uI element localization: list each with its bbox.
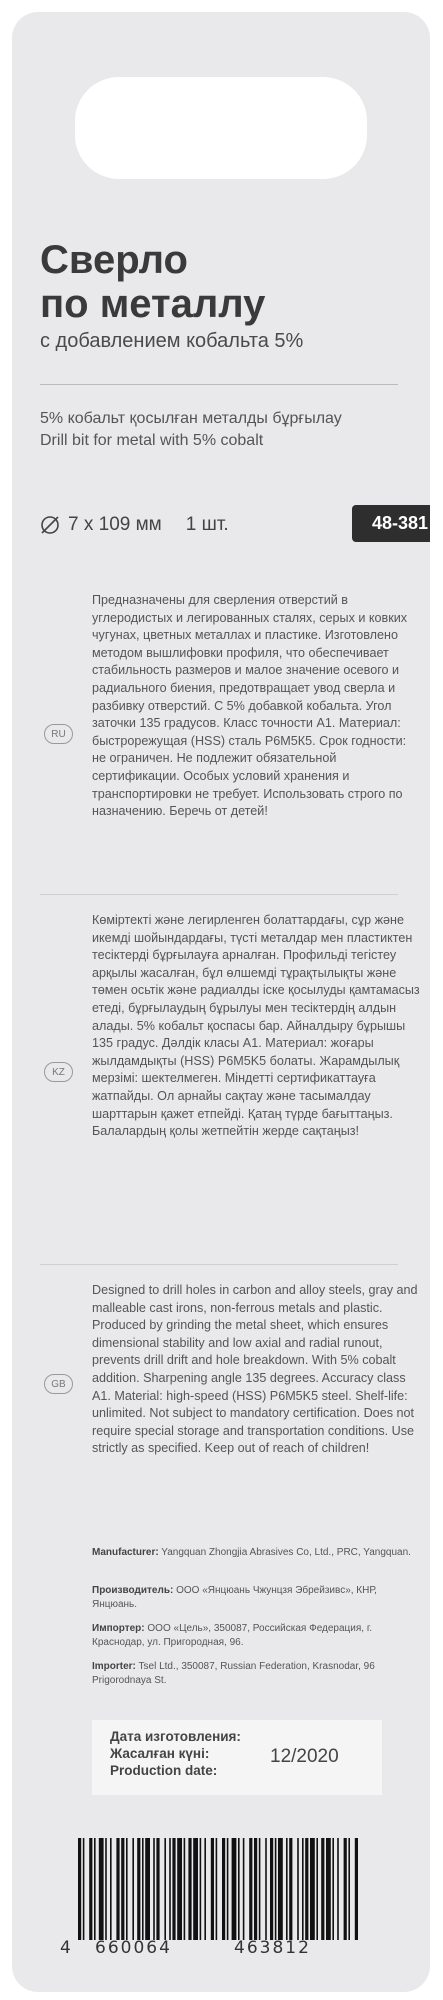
importer-ru: Импортер: ООО «Цель», 350087, Российская Федерация, г. Краснодар, ул. Пригородная, 96. bbox=[92, 1623, 373, 1648]
barcode-bar bbox=[78, 1838, 81, 1940]
description-kz: Көміртекті және легирленген болаттардағы, сұр және икемді шойындардағы, түсті металдар мен пластиктен тесіктерді бұрғылауға арналған. Профильді тегістеу арқылы жасалған, бұл өлшемді тұрақтылықты және төмен осьтік және радиалды іске қосылуды қамтамасыз етеді, бұрғылаудың бұрылуы мен тесіктердің алдын алады. 5% кобальт қоспасы бар. Айналдыру бұрышы 135 градус. Дәлдік класы A1. Материал: жоғары жылдамдықты (HSS) P6M5K5 болаты. Жарамдылық мерзімі: шектелмеген. Міндетті сертификаттауға жатпайды. Ол арнайы сақтау және тасымалдау шарттарын қажет етпейді. Қатаң түрде бағыттаңыз. Балалардың қолы жетпейтін жерде сақтаңыз! bbox=[92, 913, 420, 1139]
importer-en: Importer: Tsel Ltd., 350087, Russian Federation, Krasnodar, 96 Prigorodnaya St. bbox=[92, 1661, 375, 1686]
barcode-bar bbox=[259, 1838, 261, 1940]
barcode-bar bbox=[326, 1838, 331, 1940]
title-line-1: Сверло bbox=[40, 238, 188, 282]
barcode-bar bbox=[137, 1838, 140, 1940]
barcode-bar bbox=[121, 1838, 124, 1940]
barcode-bar bbox=[249, 1838, 252, 1940]
production-date-value: 12/2020 bbox=[270, 1746, 339, 1767]
translated-subtitles bbox=[40, 408, 342, 452]
description-ru: Предназначены для сверления отверстий в углеродистых и легированных сталях, серых и ковких чугунах, цветных металлах и пластике. Изготовлено методом вышлифовки профиля, что обеспечивает стабильность размеров и малое значение осевого и радиального биения, предотвращает увод сверла и разбивку отверстий. С 5% добавкой кобальта. Угол заточки 135 градусов. Класс точности А1. Материал: быстрорежущая (HSS) сталь Р6М5К5. Срок годности: не ограничен. Не подлежит обязательной сертификации. Особых условий хранения и транспортировки не требует. Использовать строго по назначению. Беречь от детей! bbox=[92, 593, 408, 819]
product-subtitle: с добавлением кобальта 5% bbox=[40, 330, 304, 352]
barcode-bar bbox=[348, 1838, 350, 1940]
barcode-bar bbox=[164, 1838, 166, 1940]
barcode-bar bbox=[227, 1838, 229, 1940]
barcode-bar bbox=[275, 1838, 277, 1940]
subtitle-en: Drill bit for metal with 5% cobalt bbox=[40, 432, 264, 449]
barcode-bar bbox=[204, 1838, 206, 1940]
barcode-bar bbox=[89, 1838, 92, 1940]
manufacturer-ru: Производитель: ООО «Янцюань Чжунцзя Эбрейзивс», КНР, Янцюань. bbox=[92, 1585, 377, 1610]
barcode-bar bbox=[270, 1838, 273, 1940]
barcode-bar bbox=[289, 1838, 292, 1940]
barcode-bar bbox=[142, 1838, 144, 1940]
barcode-bar bbox=[310, 1838, 315, 1940]
spec-qty: 1 шт. bbox=[185, 514, 229, 535]
barcode-bar bbox=[153, 1838, 155, 1940]
barcode-bar bbox=[145, 1838, 150, 1940]
barcode-bar bbox=[222, 1838, 225, 1940]
barcode-bar bbox=[177, 1838, 182, 1940]
barcode-digits-right: 463812 bbox=[234, 1938, 311, 1958]
barcode-bar bbox=[156, 1838, 159, 1940]
barcode-bar bbox=[132, 1838, 134, 1940]
barcode-bar bbox=[184, 1838, 186, 1940]
barcode bbox=[78, 1838, 358, 1940]
barcode-bar bbox=[200, 1838, 202, 1940]
barcode-bar bbox=[99, 1838, 104, 1940]
barcode-bar bbox=[265, 1838, 267, 1940]
description-gb: Designed to drill holes in carbon and alloy steels, gray and malleable cast irons, non-ferrous metals and plastic. Produced by grinding the metal sheet, which ensures dimensional stability and low axial and radial runout, prevents drill drift and hole breakdown. With 5% cobalt addition. Sharpening angle 135 degrees. Accuracy class A1. Material: high-speed (HSS) P6M5K5 steel. Shelf-life: unlimited. Not subject to mandatory certification. Does not require special storage and transportation conditions. Use strictly as specified. Keep out of reach of children! bbox=[92, 1283, 418, 1456]
barcode-bar bbox=[286, 1838, 288, 1940]
barcode-bar bbox=[316, 1838, 318, 1940]
barcode-bar bbox=[193, 1838, 198, 1940]
barcode-bar bbox=[188, 1838, 191, 1940]
divider bbox=[40, 894, 398, 895]
barcode-bar bbox=[254, 1838, 257, 1940]
diameter-icon bbox=[40, 515, 60, 535]
product-title bbox=[40, 238, 265, 326]
barcode-bar bbox=[321, 1838, 324, 1940]
barcode-bar bbox=[305, 1838, 308, 1940]
barcode-bar bbox=[105, 1838, 107, 1940]
article-number: 48-381 bbox=[352, 505, 430, 542]
hang-hole bbox=[75, 77, 367, 179]
spec-size: 7 x 109 мм bbox=[68, 514, 162, 535]
barcode-bar bbox=[355, 1838, 358, 1940]
product-card bbox=[12, 12, 430, 1992]
barcode-bar bbox=[83, 1838, 85, 1940]
subtitle-kz: 5% кобальт қосылған металды бұрғылау bbox=[40, 410, 342, 427]
barcode-bar bbox=[332, 1838, 334, 1940]
barcode-bar bbox=[126, 1838, 128, 1940]
production-date-labels: Дата изготовления: Жасалған күні: Production date: bbox=[110, 1729, 241, 1778]
barcode-bar bbox=[216, 1838, 218, 1940]
divider bbox=[40, 1264, 398, 1265]
barcode-bar bbox=[238, 1838, 240, 1940]
barcode-bar bbox=[110, 1838, 112, 1940]
barcode-bar bbox=[169, 1838, 171, 1940]
barcode-bar bbox=[297, 1838, 299, 1940]
barcode-digit-first: 4 bbox=[60, 1938, 71, 1958]
divider bbox=[40, 384, 398, 385]
barcode-bar bbox=[172, 1838, 175, 1940]
barcode-bar bbox=[116, 1838, 119, 1940]
barcode-bar bbox=[337, 1838, 339, 1940]
production-date-block bbox=[92, 1720, 382, 1795]
badge-ru: RU bbox=[44, 724, 73, 744]
barcode-bar bbox=[344, 1838, 347, 1940]
title-line-2: по металлу bbox=[40, 282, 266, 326]
barcode-bar bbox=[232, 1838, 237, 1940]
barcode-bar bbox=[94, 1838, 96, 1940]
barcode-digits-left: 660064 bbox=[95, 1938, 172, 1958]
barcode-bar bbox=[243, 1838, 245, 1940]
barcode-bar bbox=[302, 1838, 304, 1940]
badge-kz: KZ bbox=[44, 1062, 73, 1082]
manufacturer-en: Manufacturer: Yangquan Zhongjia Abrasives Co, Ltd., PRC, Yangquan. bbox=[92, 1547, 411, 1558]
spec-line bbox=[40, 514, 229, 536]
barcode-bar bbox=[278, 1838, 283, 1940]
badge-gb: GB bbox=[44, 1374, 73, 1394]
barcode-bar bbox=[211, 1838, 214, 1940]
